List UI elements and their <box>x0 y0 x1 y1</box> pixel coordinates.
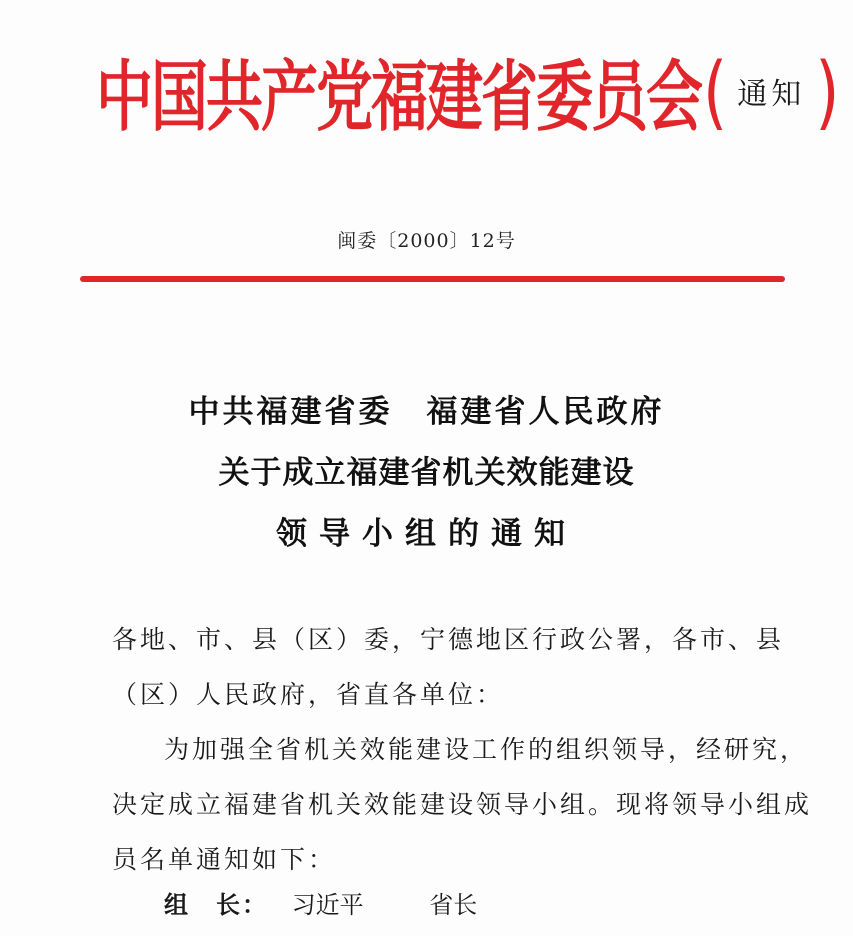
paragraph-line-1: 为加强全省机关效能建设工作的组织领导，经研究， <box>164 735 809 764</box>
masthead-title: 中国共产党福建省委员会 <box>96 53 701 143</box>
notice-title-line-3: 领导小组的通知 <box>276 516 577 552</box>
paragraph-line-3: 员名单通知如下： <box>112 845 337 874</box>
addressee-line-1: 各地、市、县（区）委，宁德地区行政公署，各市、县 <box>112 625 785 654</box>
member-name: 习近平 <box>291 891 364 919</box>
notice-title-line-2: 关于成立福建省机关效能建设 <box>218 455 635 491</box>
masthead-doc-type-group <box>703 43 840 139</box>
masthead <box>96 36 839 146</box>
addressee-line-2: （区）人民政府，省直各单位： <box>112 680 505 709</box>
member-row <box>164 885 477 920</box>
masthead-doc-type: 通知 <box>737 77 806 112</box>
paragraph-line-2: 决定成立福建省机关效能建设领导小组。现将领导小组成 <box>112 790 813 819</box>
member-title: 省长 <box>429 891 478 919</box>
document-number: 闽委〔2000〕12号 <box>337 230 516 252</box>
masthead-open-paren: ( <box>703 43 728 139</box>
member-role: 组 长： <box>164 891 268 919</box>
red-divider-line <box>80 276 785 282</box>
notice-title-line-1: 中共福建省委 福建省人民政府 <box>188 394 665 430</box>
masthead-close-paren: ) <box>815 43 840 139</box>
